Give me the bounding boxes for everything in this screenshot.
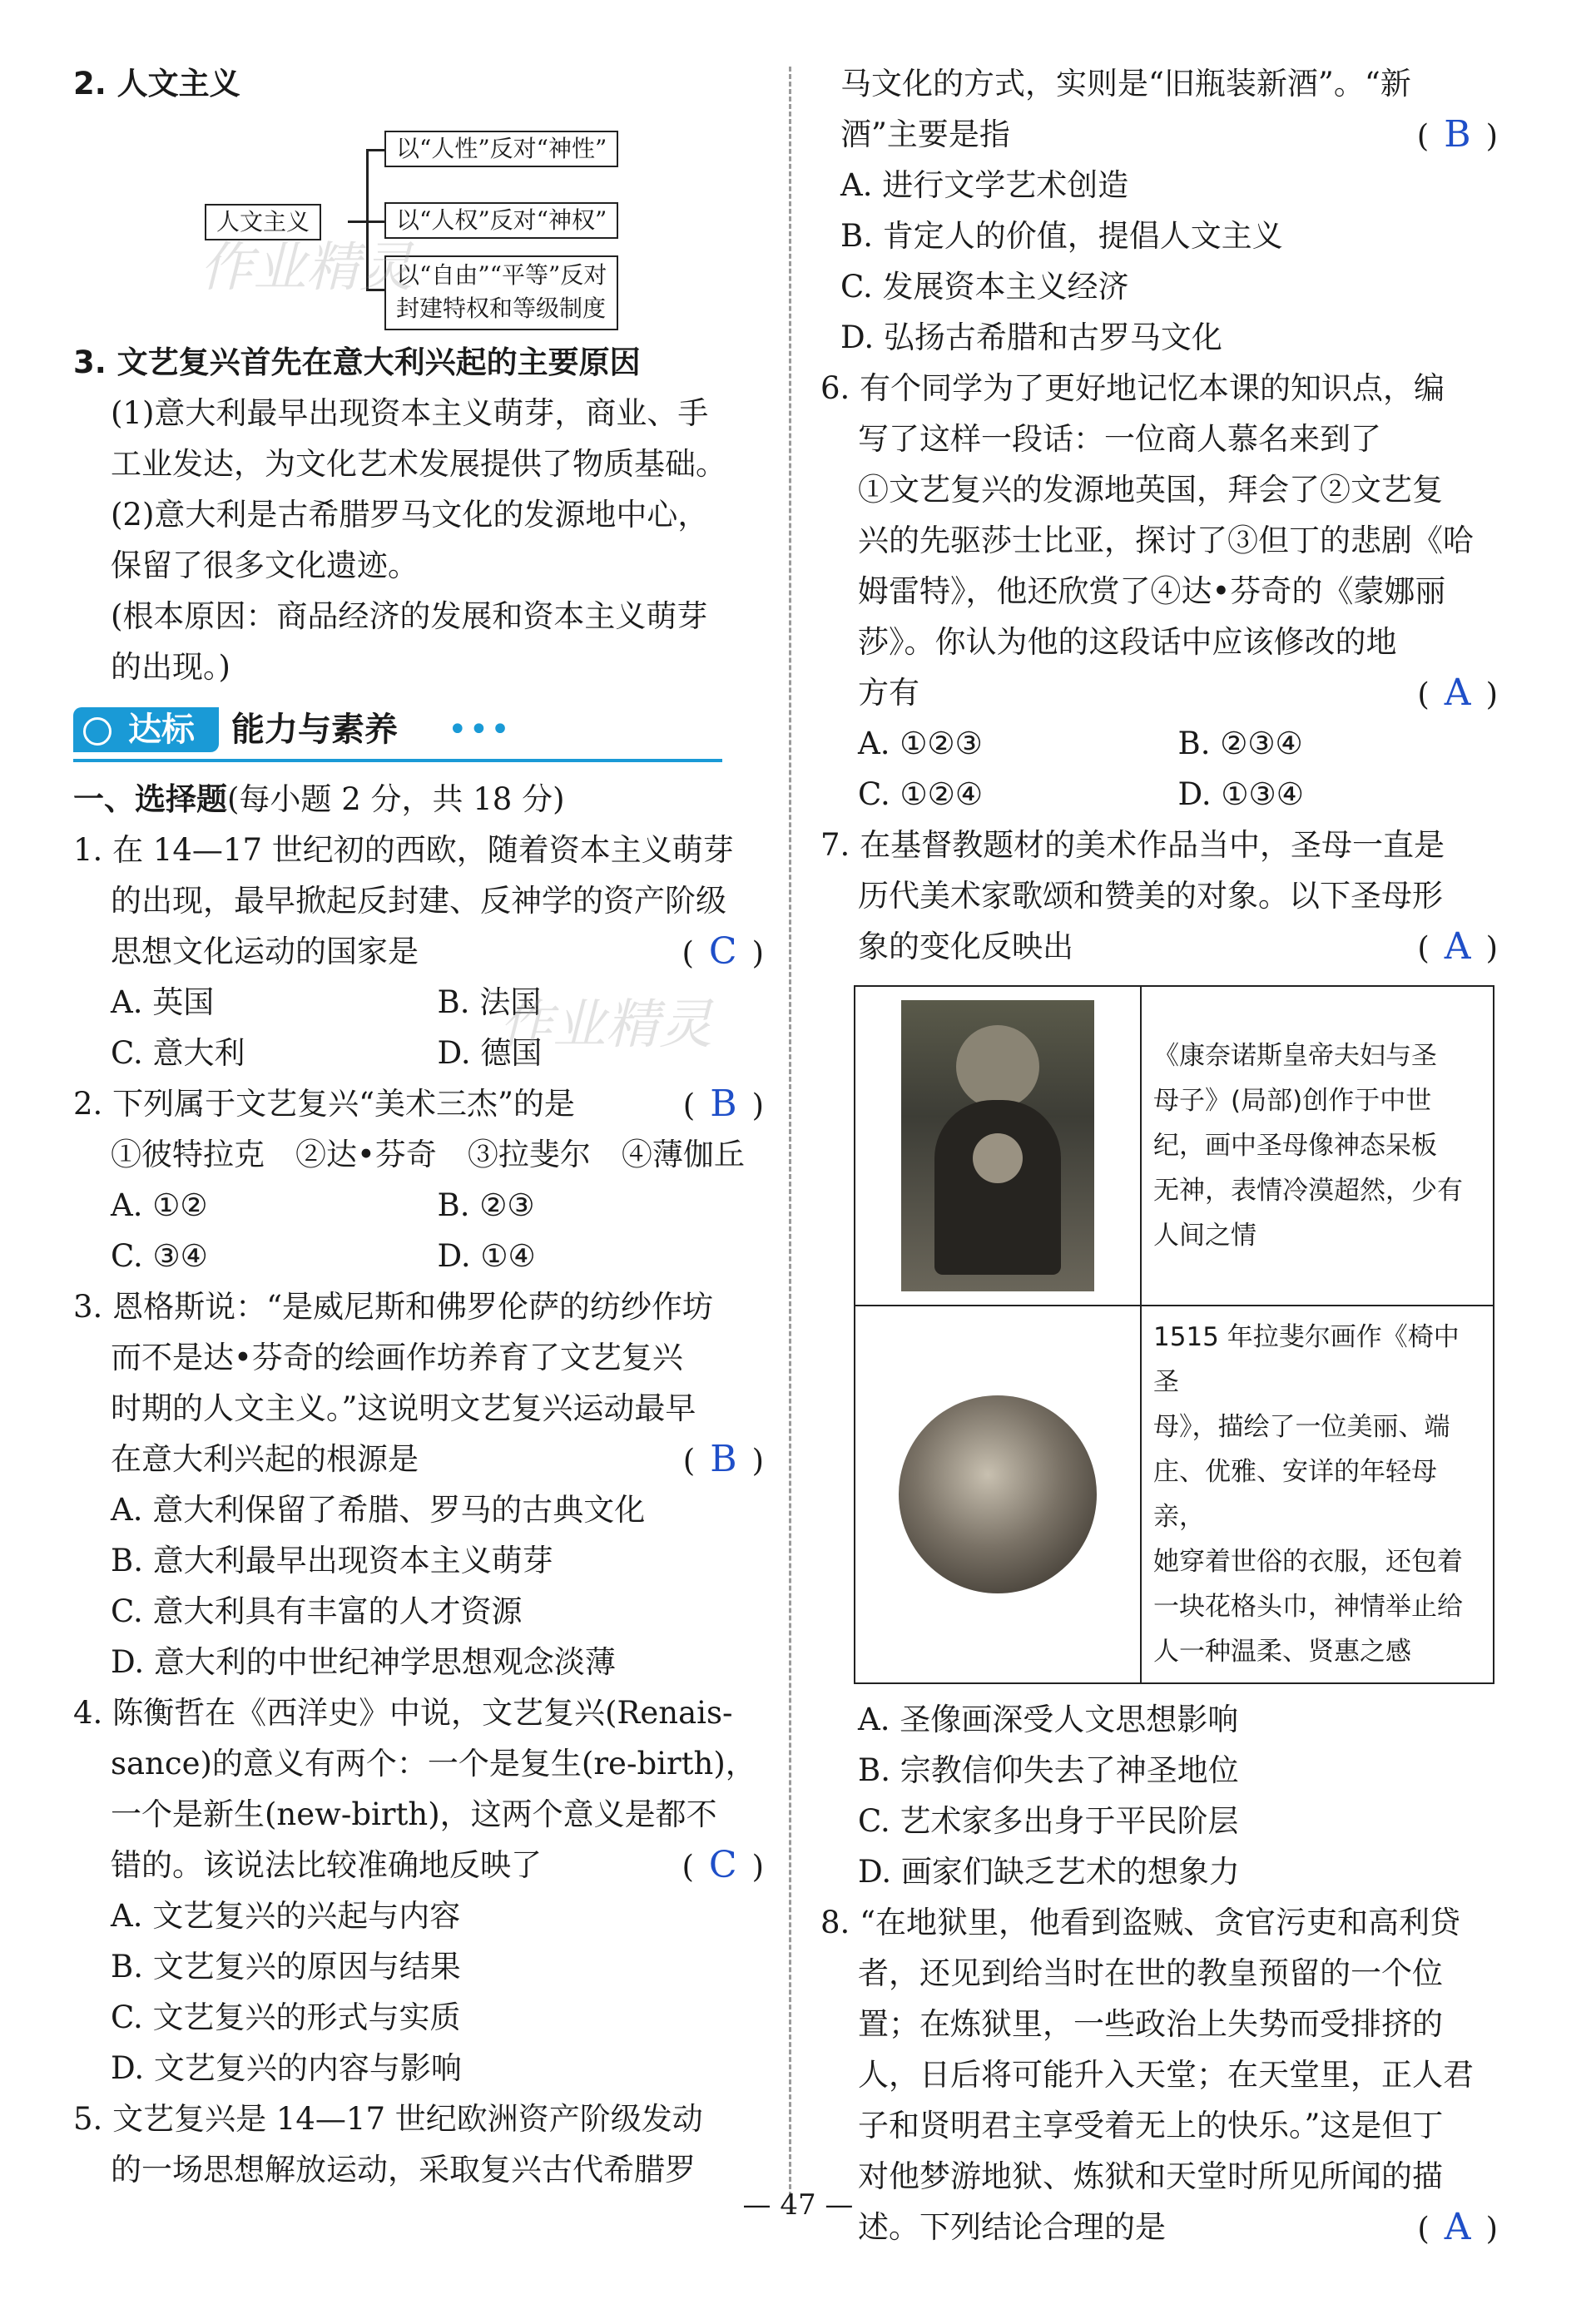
tag-circle-icon bbox=[83, 717, 112, 746]
answer-letter: A bbox=[1444, 925, 1471, 968]
section-3-line: (2)意大利是古希腊罗马文化的发源地中心， bbox=[111, 497, 709, 533]
madonna-comparison-table bbox=[854, 985, 1494, 1684]
options: A. 英国 B. 法国 bbox=[111, 984, 542, 1020]
section-tag: 达标 bbox=[73, 707, 219, 752]
option: A. 进行文学艺术创造 bbox=[840, 167, 1129, 203]
section-3-line: 的出现。) bbox=[111, 649, 230, 685]
option: D. 弘扬古希腊和古罗马文化 bbox=[840, 320, 1222, 355]
watermark: 作业精灵 bbox=[200, 237, 413, 299]
question-1: 1. 在 14—17 世纪初的西欧，随着资本主义萌芽 的出现，最早掀起反封建、反神学的资产阶级 思想文化运动的国家是 ( C ) A. 英国 B. 法国 C. 意大利 D. 德国 bbox=[73, 825, 764, 1078]
mindmap-root: 人文主义 bbox=[205, 204, 321, 240]
answer-slot: ( A ) bbox=[1417, 2206, 1498, 2248]
option: B. 肯定人的价值，提倡人文主义 bbox=[840, 218, 1283, 254]
section-header bbox=[73, 701, 764, 767]
option: D. 文艺复兴的内容与影响 bbox=[111, 2050, 462, 2086]
section-3-line: 工业发达，为文化艺术发展提供了物质基础。 bbox=[111, 446, 726, 482]
image-cell bbox=[855, 986, 1141, 1306]
section-3-title: 3. 文艺复兴首先在意大利兴起的主要原因 bbox=[73, 344, 641, 380]
section-3-line: 保留了很多文化遗迹。 bbox=[111, 548, 419, 583]
mindmap-branch-2: 以“人权”反对“神权” bbox=[384, 202, 618, 239]
question-5: 5. 文艺复兴是 14—17 世纪欧洲资产阶级发动 的一场思想解放运动，采取复兴古代希腊罗 bbox=[73, 2101, 703, 2188]
option: D. 意大利的中世纪神学思想观念淡薄 bbox=[111, 1644, 616, 1680]
answer-letter: C bbox=[708, 1844, 737, 1886]
option: C. 艺术家多出身于平民阶层 bbox=[858, 1803, 1239, 1839]
question-3: 3. 恩格斯说：“是威尼斯和佛罗伦萨的纺纱作坊 而不是达•芬奇的绘画作坊养育了文艺复兴 时期的人文主义。”这说明文艺复兴运动最早 在意大利兴起的根源是 ( B ) A. 意大利保留了希腊、罗马的古典文化 B. 意大利最早出现资本主义萌芽 C. 意大利具有丰富的人才资源 D. 意大利的中世纪神学思想观念淡薄 bbox=[73, 1281, 764, 1687]
option: B. 宗教信仰失去了神圣地位 bbox=[858, 1752, 1239, 1788]
section-3-line: (根本原因：商品经济的发展和资本主义萌芽 bbox=[111, 598, 708, 634]
mindmap-branch-1: 以“人性”反对“神性” bbox=[384, 131, 618, 167]
section-2-title: 2. 人文主义 bbox=[73, 66, 240, 102]
option: C. 意大利具有丰富的人才资源 bbox=[111, 1593, 523, 1629]
option: B. 意大利最早出现资本主义萌芽 bbox=[111, 1543, 553, 1578]
option: A. 意大利保留了希腊、罗马的古典文化 bbox=[111, 1492, 646, 1528]
question-6: 6. 有个同学为了更好地记忆本课的知识点，编 写了这样一段话：一位商人慕名来到了 ①文艺复兴的发源地英国，拜会了②文艺复 兴的先驱莎士比亚，探讨了③但丁的悲剧《哈 姆雷特》，他还欣赏了④达•芬奇的《蒙娜丽 莎》。你认为他的这段话中应该修改的地 方有 ( A ) A. ①②③ B. ②③④ C. ①②④ D. ①③④ bbox=[820, 363, 1498, 820]
answer-letter: B bbox=[1444, 113, 1471, 156]
column-divider bbox=[789, 67, 791, 2197]
option: C. 文艺复兴的形式与实质 bbox=[111, 1999, 461, 2035]
left-column bbox=[73, 58, 764, 2195]
answer-slot: ( C ) bbox=[682, 1844, 764, 1886]
options: C. 意大利 D. 德国 bbox=[111, 1035, 543, 1071]
byzantine-mosaic-madonna-icon bbox=[901, 1000, 1094, 1291]
option: A. 文艺复兴的兴起与内容 bbox=[111, 1898, 461, 1934]
question-items: ①彼特拉克 ②达•芬奇 ③拉斐尔 ④薄伽丘 bbox=[111, 1137, 745, 1172]
page-number: — 47 — bbox=[742, 2188, 854, 2222]
options: A. ①②③ B. ②③④ bbox=[858, 726, 1303, 761]
description-cell: 《康奈诺斯皇帝夫妇与圣 母子》(局部)创作于中世 纪，画中圣母像神态呆板 无神，表情冷漠超然，少有 人间之情 bbox=[1141, 986, 1494, 1306]
question-8: 8. “在地狱里，他看到盗贼、贪官污吏和高利贷 者，还见到给当时在世的教皇预留的一个位 置；在炼狱里，一些政治上失势而受排挤的 人，日后将可能升入天堂；在天堂里，正人君 子和贤明君主享受着无上的快乐。”这是但丁 对他梦游地狱、炼狱和天堂时所见所闻的描 述。下列结论合理的是 ( A ) bbox=[820, 1897, 1498, 2252]
options: C. ①②④ D. ①③④ bbox=[858, 776, 1304, 812]
question-4: 4. 陈衡哲在《西洋史》中说，文艺复兴(Renais- sance)的意义有两个：一个是复生(re-birth)， 一个是新生(new-birth)，这两个意义是都不 错的。该说法比较准确地反映了 ( C ) A. 文艺复兴的兴起与内容 B. 文艺复兴的原因与结果 C. 文艺复兴的形式与实质 D. 文艺复兴的内容与影响 bbox=[73, 1687, 764, 2094]
image-cell bbox=[855, 1306, 1141, 1683]
humanism-mind-map bbox=[73, 121, 764, 329]
section-dots: ••• bbox=[448, 711, 512, 749]
question-2: 2. 下列属于文艺复兴“美术三杰”的是 ( B ) ①彼特拉克 ②达•芬奇 ③拉斐尔 ④薄伽丘 A. ①② B. ②③ C. ③④ D. ①④ bbox=[73, 1078, 764, 1281]
section-title: 能力与素养 bbox=[231, 711, 398, 749]
option: B. 文艺复兴的原因与结果 bbox=[111, 1949, 461, 1985]
answer-letter: B bbox=[710, 1083, 737, 1125]
section-3-line: (1)意大利最早出现资本主义萌芽，商业、手 bbox=[111, 395, 709, 431]
question-7: 7. 在基督教题材的美术作品当中，圣母一直是 历代美术家歌颂和赞美的对象。以下圣母形 象的变化反映出 ( A ) 《康奈诺斯皇帝夫妇与圣 母子》(局部)创作于中世 纪，画中圣母像神态呆板 无神，表情冷漠超然，少有 人间之情 1515 年拉斐尔画作《椅中圣 母》，描绘了一位美丽、端 庄、优雅、安详的年轻母亲， 她穿着世俗的衣服，还包着 一块花格头巾，神情举止给 人一种温柔、贤惠之感 A. 圣像画深受人文思想影响 B. 宗教信仰失去了神圣地位 C. 艺术家多出身于平民阶层 D. 画家们缺乏艺术的想象力 bbox=[820, 820, 1498, 1897]
answer-slot: ( B ) bbox=[1416, 113, 1498, 156]
answer-letter: A bbox=[1444, 671, 1471, 714]
answer-slot: ( B ) bbox=[682, 1438, 764, 1480]
answer-slot: ( B ) bbox=[682, 1083, 764, 1125]
right-column bbox=[820, 58, 1498, 2252]
answer-letter: B bbox=[710, 1438, 737, 1480]
answer-letter: C bbox=[708, 930, 737, 973]
mindmap-branch-3: 以“自由”“平等”反对 封建特权和等级制度 bbox=[384, 255, 618, 330]
answer-slot: ( A ) bbox=[1417, 925, 1498, 968]
answer-letter: A bbox=[1444, 2206, 1471, 2248]
option: A. 圣像画深受人文思想影响 bbox=[858, 1702, 1239, 1737]
options: A. ①② B. ②③ bbox=[111, 1187, 535, 1223]
description-cell: 1515 年拉斐尔画作《椅中圣 母》，描绘了一位美丽、端 庄、优雅、安详的年轻母亲， 她穿着世俗的衣服，还包着 一块花格头巾，神情举止给 人一种温柔、贤惠之感 bbox=[1141, 1306, 1494, 1683]
answer-slot: ( C ) bbox=[682, 930, 764, 973]
part-title: 一、选择题(每小题 2 分，共 18 分) bbox=[73, 781, 565, 817]
question-5-continued: 马文化的方式，实则是“旧瓶装新酒”。“新 酒”主要是指 ( B ) A. 进行文学艺术创造 B. 肯定人的价值，提倡人文主义 C. 发展资本主义经济 D. 弘扬古希腊和古罗马文化 bbox=[840, 58, 1498, 363]
watermark: 作业精灵 bbox=[499, 994, 712, 1056]
raphael-madonna-della-seggiola-icon bbox=[899, 1395, 1097, 1593]
option: D. 画家们缺乏艺术的想象力 bbox=[858, 1854, 1240, 1890]
options: C. ③④ D. ①④ bbox=[111, 1238, 536, 1274]
answer-slot: ( A ) bbox=[1417, 671, 1498, 714]
option: C. 发展资本主义经济 bbox=[840, 269, 1129, 305]
